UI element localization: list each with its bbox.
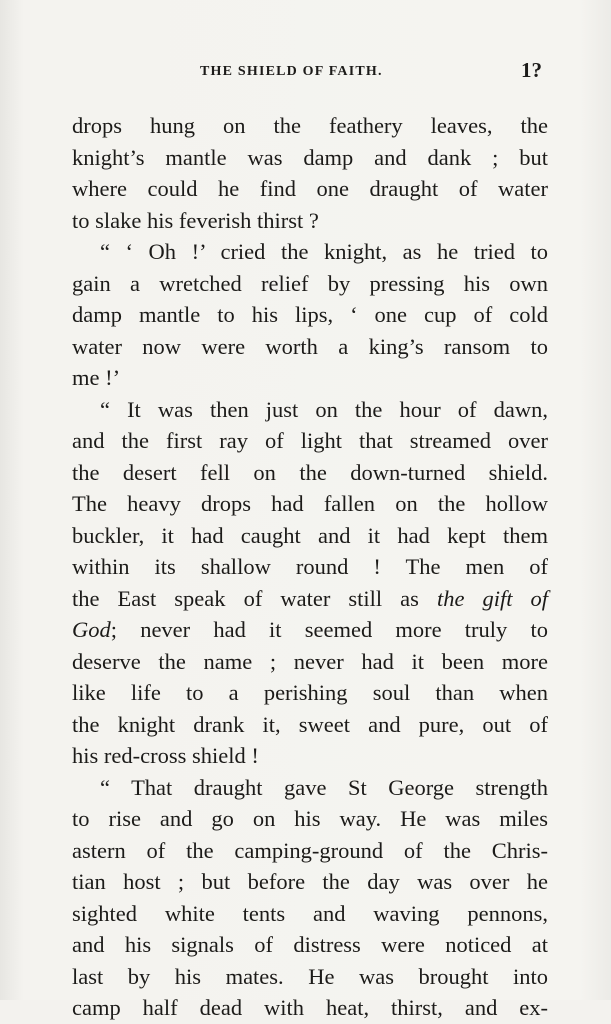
- text-line: deserve the name ; never had it been more: [72, 648, 548, 674]
- text-line: within its shallow round ! The men of: [72, 554, 548, 579]
- text-line: buckler, it had caught and it had kept them: [72, 522, 548, 548]
- text-line: [72, 583, 548, 615]
- text-line: gain a wretched relief by pressing his own: [72, 270, 548, 296]
- text-line: like life to a perishing soul than when: [72, 680, 548, 705]
- text-line: last by his mates. He was brought into: [72, 963, 548, 989]
- text-line: where could he find one draught of water: [72, 176, 548, 201]
- text-line: “ It was then just on the hour of dawn,: [100, 396, 548, 422]
- text-line-segment: the East speak of water still as: [72, 585, 419, 611]
- text-line: [72, 614, 548, 646]
- running-title: THE SHIELD OF FAITH.: [200, 64, 383, 79]
- page-body-text: [72, 110, 548, 1024]
- text-line: astern of the camping-ground of the Chris-: [72, 837, 548, 863]
- text-line: and his signals of distress were noticed at: [72, 932, 548, 957]
- text-line: water now were worth a king’s ransom to: [72, 333, 548, 359]
- italic-phrase: the gift of: [436, 585, 549, 611]
- italic-phrase: God: [72, 617, 111, 642]
- text-line-segment: ; never had it seemed more truly to: [110, 617, 548, 642]
- text-line: camp half dead with heat, thirst, and ex-: [72, 995, 548, 1020]
- text-line: The heavy drops had fallen on the hollow: [72, 491, 548, 516]
- text-line: and the first ray of light that streamed over: [72, 428, 548, 453]
- text-line: tian host ; but before the day was over he: [72, 869, 548, 894]
- text-line: me !’: [72, 365, 121, 390]
- text-line: drops hung on the feathery leaves, the: [72, 113, 548, 138]
- page-number: 1?: [521, 58, 542, 82]
- text-line: “ ‘ Oh !’ cried the knight, as he tried to: [100, 239, 548, 264]
- text-line: sighted white tents and waving pennons,: [72, 900, 548, 926]
- text-line: damp mantle to his lips, ‘ one cup of cold: [72, 302, 548, 327]
- text-line: to rise and go on his way. He was miles: [72, 806, 548, 831]
- text-line: knight’s mantle was damp and dank ; but: [72, 144, 548, 170]
- text-line: “ That draught gave St George strength: [100, 774, 548, 800]
- text-line: his red-cross shield !: [72, 743, 259, 768]
- text-line: the knight drank it, sweet and pure, out of: [72, 711, 548, 737]
- text-line: the desert fell on the down-turned shield.: [72, 459, 548, 485]
- text-line: to slake his feverish thirst ?: [72, 207, 319, 233]
